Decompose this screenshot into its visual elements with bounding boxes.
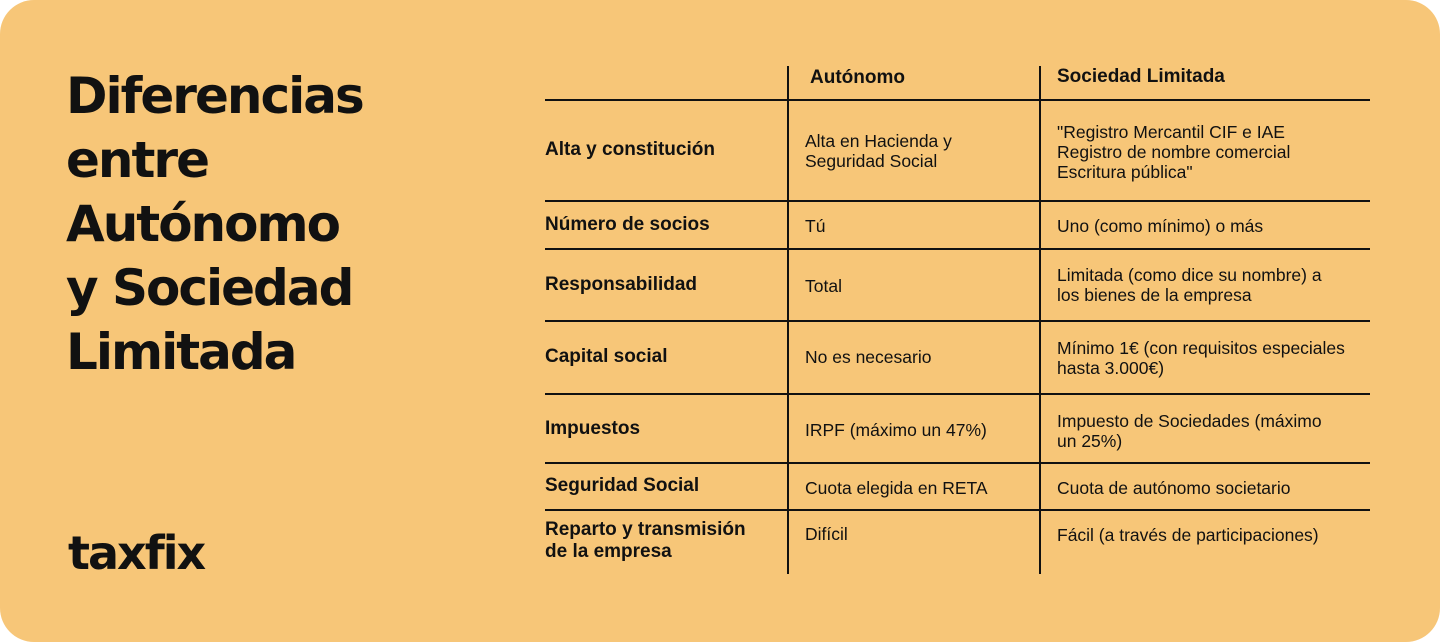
row-label: Impuestos	[545, 418, 641, 439]
cell-sociedad: Mínimo 1€ (con requisitos especiales hasta 3.000€)	[1057, 338, 1345, 378]
cell-autonomo: Difícil	[805, 524, 848, 544]
cell-sociedad: Cuota de autónomo societario	[1057, 478, 1291, 498]
title-line: Limitada	[66, 323, 296, 381]
row-label: Reparto y transmisión de la empresa	[545, 519, 746, 562]
cell-autonomo: Cuota elegida en RETA	[805, 478, 988, 498]
row-label: Capital social	[545, 346, 668, 367]
row-label: Alta y constitución	[545, 139, 715, 160]
row-divider	[545, 200, 1370, 202]
cell-autonomo: IRPF (máximo un 47%)	[805, 420, 987, 440]
row-divider	[545, 509, 1370, 511]
title-line: entre	[66, 131, 208, 189]
title-line: Diferencias	[66, 67, 363, 125]
cell-sociedad: Limitada (como dice su nombre) a los bienes de la empresa	[1057, 265, 1322, 305]
row-divider	[545, 248, 1370, 250]
row-divider	[545, 393, 1370, 395]
cell-autonomo: No es necesario	[805, 347, 932, 367]
cell-autonomo: Tú	[805, 216, 826, 236]
title-line: Autónomo	[66, 195, 339, 253]
row-label: Número de socios	[545, 214, 710, 235]
cell-sociedad: Impuesto de Sociedades (máximo un 25%)	[1057, 411, 1322, 451]
column-header-sociedad: Sociedad Limitada	[1057, 66, 1225, 87]
cell-autonomo: Total	[805, 276, 842, 296]
cell-sociedad: "Registro Mercantil CIF e IAE Registro de nombre comercial Escritura pública"	[1057, 122, 1291, 182]
cell-sociedad: Uno (como mínimo) o más	[1057, 216, 1264, 236]
column-header-autonomo: Autónomo	[810, 67, 905, 88]
title-line: y Sociedad	[66, 259, 353, 317]
row-label: Responsabilidad	[545, 274, 698, 295]
row-divider	[545, 99, 1370, 101]
cell-sociedad: Fácil (a través de participaciones)	[1057, 525, 1319, 545]
row-divider	[545, 320, 1370, 322]
row-label: Seguridad Social	[545, 475, 700, 496]
row-divider	[545, 462, 1370, 464]
taxfix-logo: taxfix	[68, 526, 205, 580]
cell-autonomo: Alta en Hacienda y Seguridad Social	[805, 131, 952, 171]
